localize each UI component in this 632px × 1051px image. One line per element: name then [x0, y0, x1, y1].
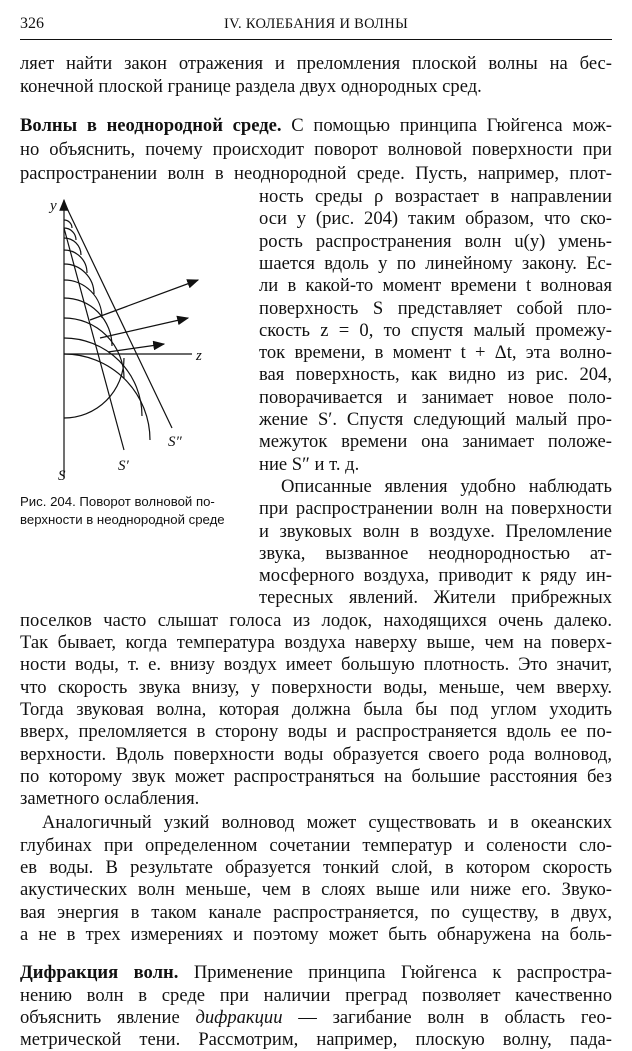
figure-caption-line: верхности в неоднородной среде — [20, 512, 225, 527]
text-line: вверх, преломляется в сторону воды и распространяется вдоль ее по- — [20, 721, 612, 743]
running-title: IV. КОЛЕБАНИЯ И ВОЛНЫ — [223, 16, 409, 32]
text-line: ли в какой-то момент времени t волновая — [259, 275, 612, 297]
ray-arrow — [100, 318, 188, 338]
text-line: жение S′. Спустя следующий малый про- — [259, 409, 612, 430]
text-line: поверхность S представляет собой пло- — [259, 297, 612, 319]
ray-arrow — [90, 280, 198, 320]
figure-wavefront-rotation — [20, 188, 250, 488]
text-line: рость распространения волн u(y) умень- — [259, 230, 612, 252]
wavelet-arc — [64, 358, 124, 418]
text-line: ности воды, т. е. внизу воздух имеет большую плотность. Это значит, — [20, 654, 612, 676]
text-line: ность среды ρ возрастает в направлении — [259, 186, 612, 207]
text-line: заметного ослабления. — [20, 788, 200, 810]
label-s-double-prime: S″ — [168, 434, 182, 450]
text-line: а не в трех измерениях и поэтому может быть обнаружена на боль- — [20, 923, 612, 945]
text-line: распространении волн в неоднородной среде. Пусть, например, плот- — [20, 163, 612, 184]
text-line: объяснить явление дифракции — загибание волн в область гео- — [20, 1006, 612, 1028]
text-line: глубинах при определенном сочетании температур и солености сло- — [20, 834, 612, 856]
text-line: но объяснить, почему происходит поворот волновой поверхности при — [20, 139, 612, 160]
text-line: вая поверхность, как видно из рис. 204, — [259, 364, 612, 386]
wavelet-arc — [64, 220, 72, 228]
text-line: ток времени, в момент t + Δt, эта волно- — [259, 342, 612, 364]
text-line: нению волн в среде при наличии преград позволяет качественно — [20, 984, 612, 1006]
text-line: метрической тени. Рассмотрим, например, плоскую волну, пада- — [20, 1029, 612, 1051]
text-line: ляет найти закон отражения и преломления плоской волны на бес- — [20, 53, 612, 74]
text-line: поворачивается и занимает новое поло- — [259, 386, 612, 408]
text-line: Так бывает, когда температура воздуха наверху выше, чем на поверх- — [20, 632, 612, 653]
text-line: Описанные явления удобно наблюдать — [281, 475, 612, 497]
figure-caption-line: Рис. 204. Поворот волновой по- — [20, 494, 215, 509]
label-s-prime: S′ — [118, 458, 129, 474]
text-line: при распространении волн на поверхности — [259, 498, 612, 520]
text-line: шается вдоль y по линейному закону. Ес- — [259, 252, 612, 274]
text-line: Аналогичный узкий волновод может существовать и в океанских — [42, 812, 612, 834]
text-line: и звуковых волн в воздухе. Преломление — [259, 520, 612, 542]
wavelet-arc — [64, 318, 124, 378]
section-heading: Дифракция волн. — [20, 962, 179, 984]
text-line: поселков часто слышат голоса из лодок, находящихся очень далеко. — [20, 609, 612, 631]
wavelet-arc — [64, 354, 150, 440]
text-line: верхности. Вдоль поверхности воды образуется своего рода волновод, — [20, 743, 612, 765]
text-line: что скорость звука внизу, у поверхности воды, меньше, чем вверху. — [20, 676, 612, 698]
section-heading-line: Волны в неоднородной среде. С помощью принципа Гюйгенса мож- — [20, 115, 612, 136]
page-number: 326 — [20, 15, 44, 32]
text-line: Дифракция волн. Применение принципа Гюйгенса к распростра- — [20, 962, 612, 984]
text-line: по которому звук может распространяться на большие расстояния без — [20, 765, 612, 787]
text-line: акустических волн меньше, чем в слоях выше или ниже его. Звуко- — [20, 879, 612, 901]
text-line: вая энергия в таком канале распространяется, по существу, в двух, — [20, 901, 612, 923]
section-heading: Волны в неоднородной среде. — [20, 115, 282, 136]
text-line: тересных явлений. Жители прибрежных — [259, 587, 612, 609]
text-line: ев воды. В результате образуется тонкий слой, в котором скорость — [20, 857, 612, 878]
text-line: межуток времени она занимает положе- — [259, 431, 612, 453]
text-line: скость z = 0, то спустя малый промежу- — [259, 319, 612, 341]
label-s: S — [58, 468, 66, 484]
text-line: звука, вызванное неоднородностью ат- — [259, 542, 612, 564]
text-line: мосферного воздуха, приводит к ряду ин- — [259, 565, 612, 587]
text-line: Тогда звуковая волна, которая должна была бы под углом уходить — [20, 698, 612, 720]
text-line: ние S″ и т. д. — [259, 453, 360, 475]
text-line: конечной плоской границе раздела двух однородных сред. — [20, 76, 482, 97]
text-line: оси y (рис. 204) таким образом, что ско- — [259, 208, 612, 230]
header-rule — [20, 39, 612, 40]
label-y: y — [50, 198, 57, 214]
line-s-double-prime — [64, 202, 172, 428]
label-z: z — [196, 348, 202, 364]
wavelet-arc — [64, 238, 81, 255]
